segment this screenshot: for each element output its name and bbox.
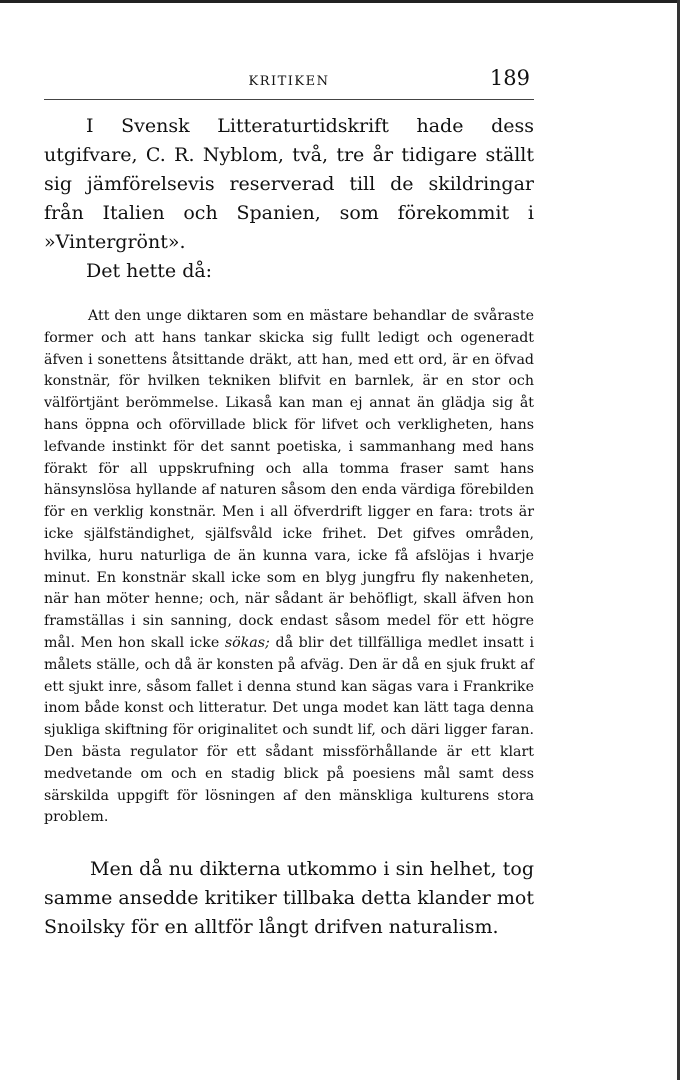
page-number: 189	[489, 66, 530, 90]
running-title: KRITIKEN	[248, 74, 330, 89]
quote-text-part-2: då blir det tillfälliga medlet insatt i målets ställe, och då är konsten på afväg. Den är då en sjuk frukt af ett sjukt inre, såsom fallet i denna stund kan sägas vara i Frankrike inom både konst och litteratur. Det unga modet kan lätt taga denna sjukliga skiftning för originalitet och sundt lif, och däri ligger faran. Den bästa regulator för ett sådant missförhållande är ett klart medvetande om och en stadig blick på poesiens mål samt dess särskilda uppgift för lösningen af den mänskliga kulturens stora problem.	[44, 634, 535, 826]
body-text	[44, 112, 534, 961]
paragraph-lead-in: Det hette då:	[86, 260, 213, 282]
paragraph-closing: Men då nu dikterna utkommo i sin helhet, tog samme ansedde kritiker tillbaka detta klander mot Snoilsky för en alltför långt drifven naturalism.	[44, 858, 534, 939]
quote-text-part-1: Att den unge diktaren som en mästare behandlar de svåraste former och att hans tankar skicka sig fullt ledigt och ogeneradt äfven i sonettens åtsittande dräkt, att han, med ett ord, är en öfvad konstnär, för hvilken tekniken blifvit en barnlek, är en stor och välförtjänt berömmelse. Likaså kan man ej annat än glädja sig åt hans öppna och oförvillade blick för lifvet och verkligheten, hans lefvande instinkt för det sannt poetiska, i sammanhang med hans förakt för all uppskrufning och alla tomma fraser samt hans hänsynslösa hyllande af naturen såsom den enda värdiga förebilden för en verklig konstnär. Men i all öfverdrift ligger en fara: trots är icke själfständighet, själfsvåld icke frihet. Det gifves områden, hvilka, huru naturliga de än kunna vara, icke få afslöjas i hvarje minut. En konstnär skall icke som en blyg jungfru fly nakenheten, när han möter henne; och, när sådant är behöfligt, skall äfven hon framställas i sin sanning, dock endast såsom medel för ett högre mål. Men hon skall icke	[44, 308, 534, 651]
page-top-edge	[0, 0, 680, 3]
block-quote	[44, 306, 534, 829]
page-header	[44, 66, 534, 94]
header-rule	[44, 99, 534, 100]
paragraph-intro: I Svensk Litteraturtidskrift hade dess utgifvare, C. R. Nyblom, två, tre år tidigare ställt sig jämförelsevis reserverad till de skildringar från Italien och Spanien, som förekommit i »Vintergrönt».	[44, 115, 534, 253]
quote-emphasis: sökas;	[224, 634, 270, 651]
